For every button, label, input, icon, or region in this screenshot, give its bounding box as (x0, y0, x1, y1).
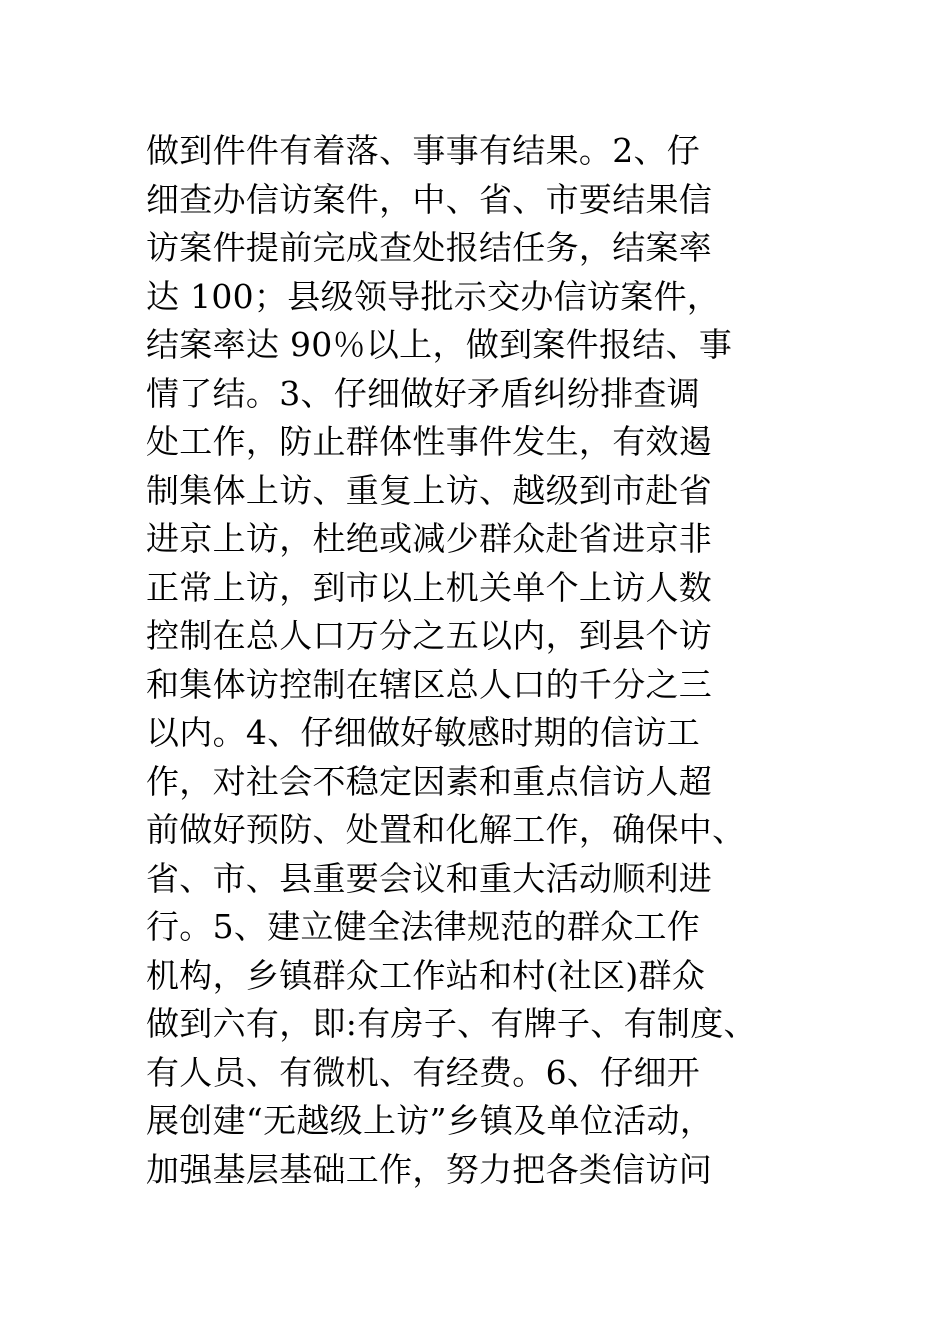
text-line: 访案件提前完成查处报结任务，结案率 (146, 228, 713, 267)
text-line: 展创建“无越级上访”乡镇及单位活动， (146, 1101, 714, 1140)
text-line: 行。5、建立健全法律规范的群众工作 (146, 907, 701, 946)
text-line: 有人员、有微机、有经费。6、仔细开 (146, 1052, 701, 1092)
text-line: 正常上访，到市以上机关单个上访人数 (146, 567, 713, 607)
text-line: 做到六有，即:有房子、有牌子、有制度、 (146, 1004, 757, 1043)
text-line: 结案率达 90％以上，做到案件报结、事 (146, 325, 733, 364)
text-line: 情了结。3、仔细做好矛盾纠纷排查调 (146, 373, 701, 413)
text-line: 省、市、县重要会议和重大活动顺利进 (146, 858, 713, 898)
text-line: 进京上访，杜绝或减少群众赴省进京非 (146, 519, 713, 558)
text-line: 控制在总人口万分之五以内，到县个访 (146, 616, 713, 655)
text-line: 以内。4、仔细做好敏感时期的信访工 (146, 713, 701, 752)
text-line: 制集体上访、重复上访、越级到市赴省 (146, 470, 713, 510)
text-line: 做到件件有着落、事事有结果。2、仔 (146, 131, 701, 170)
text-line: 达 100；县级领导批示交办信访案件， (146, 276, 721, 316)
body-text (146, 127, 846, 1194)
text-line: 机构，乡镇群众工作站和村(社区)群众 (146, 955, 706, 995)
text-line: 前做好预防、处置和化解工作，确保中、 (146, 810, 746, 849)
text-line: 和集体访控制在辖区总人口的千分之三 (146, 664, 713, 704)
text-line: 加强基层基础工作，努力把各类信访问 (146, 1149, 713, 1189)
text-line: 作，对社会不稳定因素和重点信访人超 (146, 761, 713, 801)
text-line: 处工作，防止群体性事件发生，有效遏 (146, 422, 713, 461)
text-line: 细查办信访案件，中、省、市要结果信 (146, 179, 713, 219)
